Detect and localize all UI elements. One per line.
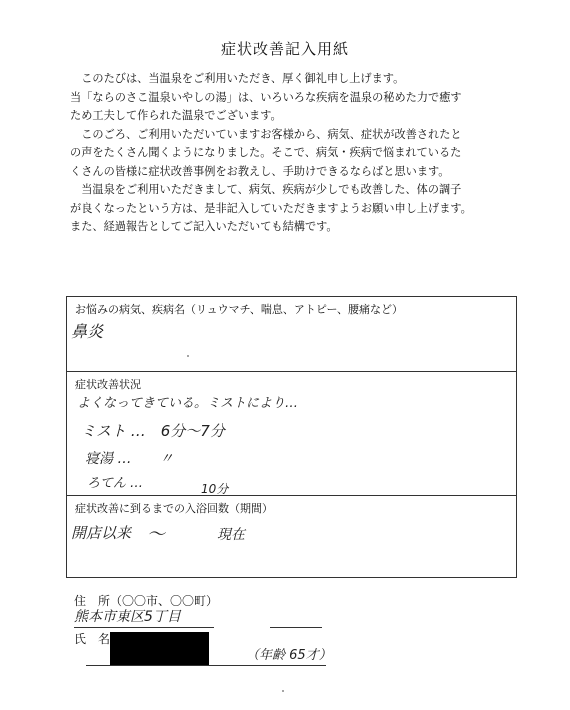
- address-underline: [74, 627, 214, 628]
- improvement-section: [67, 371, 516, 496]
- redacted-name: [110, 632, 209, 666]
- intro-line: 当「ならのさこ温泉いやしの湯」は、いろいろな疾病を温泉の秘めた力で癒す: [70, 90, 462, 104]
- name-label: 氏 名: [74, 632, 111, 646]
- improvement-handwritten-line: ミスト … 6分〜7分: [81, 422, 225, 440]
- intro-line: ため工夫して作られた温泉でございます。: [70, 109, 282, 122]
- intro-line: このたびは、当温泉をご利用いただき、厚く御礼申し上げます。: [70, 72, 405, 85]
- illness-section: [67, 297, 516, 371]
- bathing-end-handwritten: 現在: [217, 527, 245, 543]
- age-handwritten: （年齢 65才）: [246, 648, 332, 663]
- intro-text: [70, 70, 510, 237]
- symptom-form: [66, 296, 517, 578]
- improvement-handwritten-line: ろてん …: [87, 476, 144, 491]
- intro-line: このごろ、ご利用いただいていますお客様から、病気、症状が改善されたと: [70, 127, 462, 141]
- bathing-dash-handwritten: 〜: [147, 524, 165, 545]
- improvement-handwritten-line: 寝湯 … 〃: [85, 451, 174, 467]
- bathing-count-section: [67, 495, 516, 578]
- illness-handwritten: 鼻炎: [71, 322, 104, 341]
- scan-speck: [282, 690, 284, 692]
- bathing-start-handwritten: 開店以来: [71, 524, 132, 542]
- intro-line: 当温泉をご利用いただきまして、病気、疾病が少しでも改善した、体の調子: [70, 183, 462, 196]
- address-label: 住 所（〇〇市、〇〇町）: [74, 594, 219, 608]
- improvement-handwritten-line: よくなってきている。ミストにより…: [77, 396, 299, 411]
- improvement-handwritten-line: 10分: [201, 482, 229, 496]
- intro-line: の声をたくさん聞くようになりました。そこで、病気・疾病で悩まれているた: [70, 146, 462, 159]
- name-underline: [86, 665, 326, 666]
- address-handwritten: 熊本市東区5丁目: [74, 609, 181, 625]
- illness-label: お悩みの病気、疾病名（リュウマチ、喘息、アトピー、腰痛など）: [75, 303, 404, 316]
- address-underline-right: [270, 627, 322, 628]
- intro-line: くさんの皆様に症状改善事例をお教えし、手助けできるならばと思います。: [70, 164, 450, 178]
- intro-line: が良くなったという方は、是非記入していただきますようお願い申し上げます。: [70, 201, 472, 215]
- improvement-label: 症状改善状況: [75, 378, 141, 391]
- intro-line: また、経過報告としてご記入いただいても結構です。: [70, 220, 338, 233]
- scan-speck: [187, 355, 189, 357]
- page-title: 症状改善記入用紙: [220, 40, 349, 58]
- bathing-count-label: 症状改善に到るまでの入浴回数（期間）: [75, 502, 273, 515]
